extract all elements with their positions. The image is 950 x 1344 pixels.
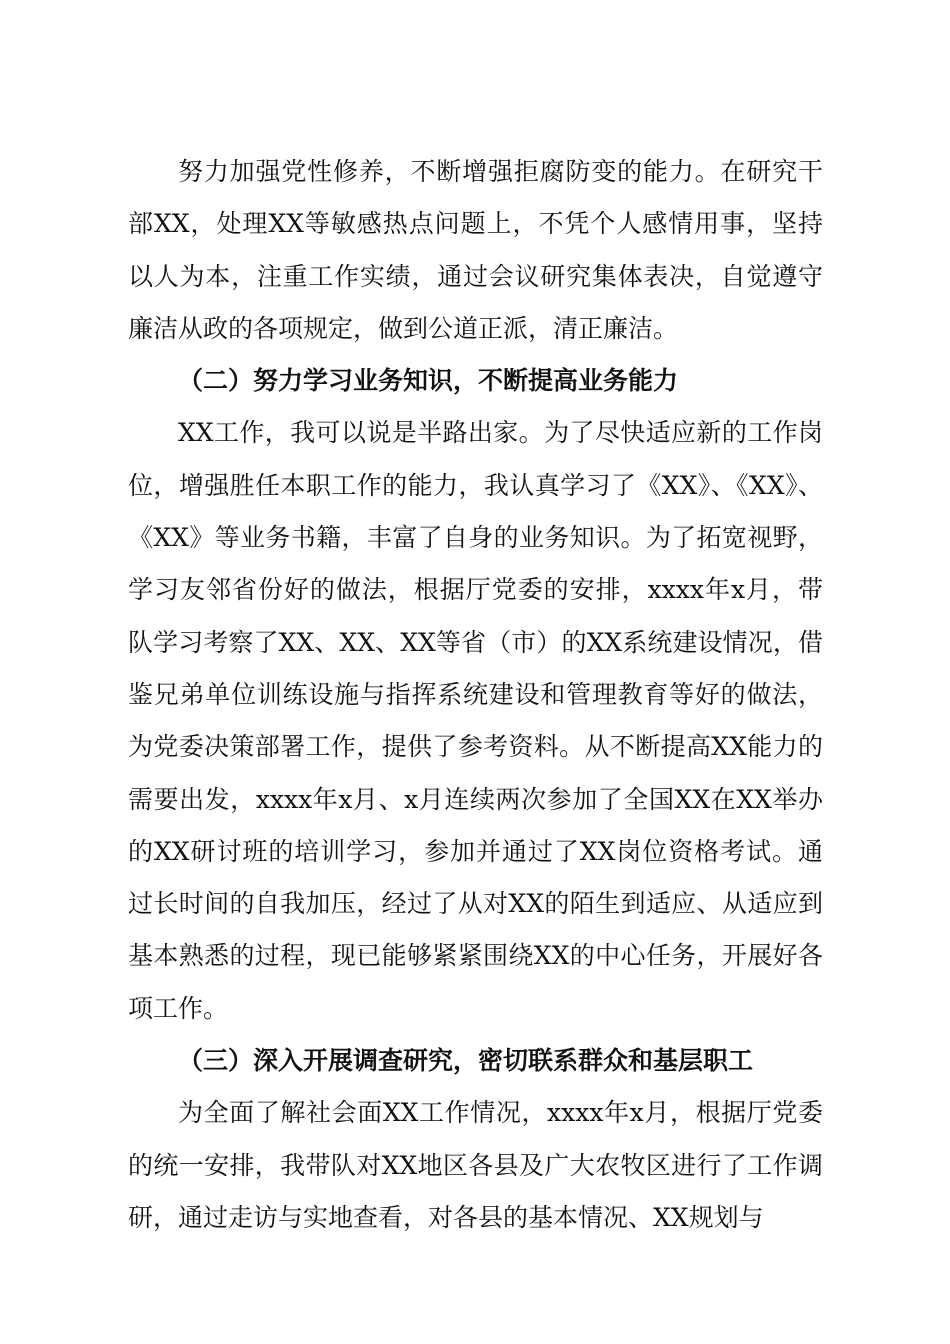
document-body xyxy=(128,146,823,1244)
section-heading-3: （三）深入开展调查研究，密切联系群众和基层职工 xyxy=(178,1046,754,1076)
section-heading-2: （二）努力学习业务知识，不断提高业务能力 xyxy=(178,366,679,396)
paragraph-integrity: 努力加强党性修养，不断增强拒腐防变的能力。在研究干部XX，处理XX等敏感热点问题上，不凭个人感情用事，坚持以人为本，注重工作实绩，通过会议研究集体表决，自觉遵守廉洁从政的各项规定，做到公道正派，清正廉洁。 xyxy=(128,157,823,343)
paragraph-research: 为全面了解社会面XX工作情况，xxxx年x月，根据厅党委的统一安排，我带队对XX地区各县及广大农牧区进行了工作调研，通过走访与实地查看，对各县的基本情况、XX规划与 xyxy=(128,1098,823,1232)
paragraph-study: XX工作，我可以说是半路出家。为了尽快适应新的工作岗位，增强胜任本职工作的能力，我认真学习了《XX》、《XX》、《XX》等业务书籍，丰富了自身的业务知识。为了拓宽视野，学习友邻省份好的做法，根据厅党委的安排，xxxx年x月，带队学习考察了XX、XX、XX等省（市）的XX系统建设情况，借鉴兄弟单位训练设施与指挥系统建设和管理教育等好的做法，为党委决策部署工作，提供了参考资料。从不断提高XX能力的需要出发，xxxx年x月、x月连续两次参加了全国XX在XX举办的XX研讨班的培训学习，参加并通过了XX岗位资格考试。通过长时间的自我加压，经过了从对XX的陌生到适应、从适应到基本熟悉的过程，现已能够紧紧围绕XX的中心任务，开展好各项工作。 xyxy=(128,418,823,1023)
